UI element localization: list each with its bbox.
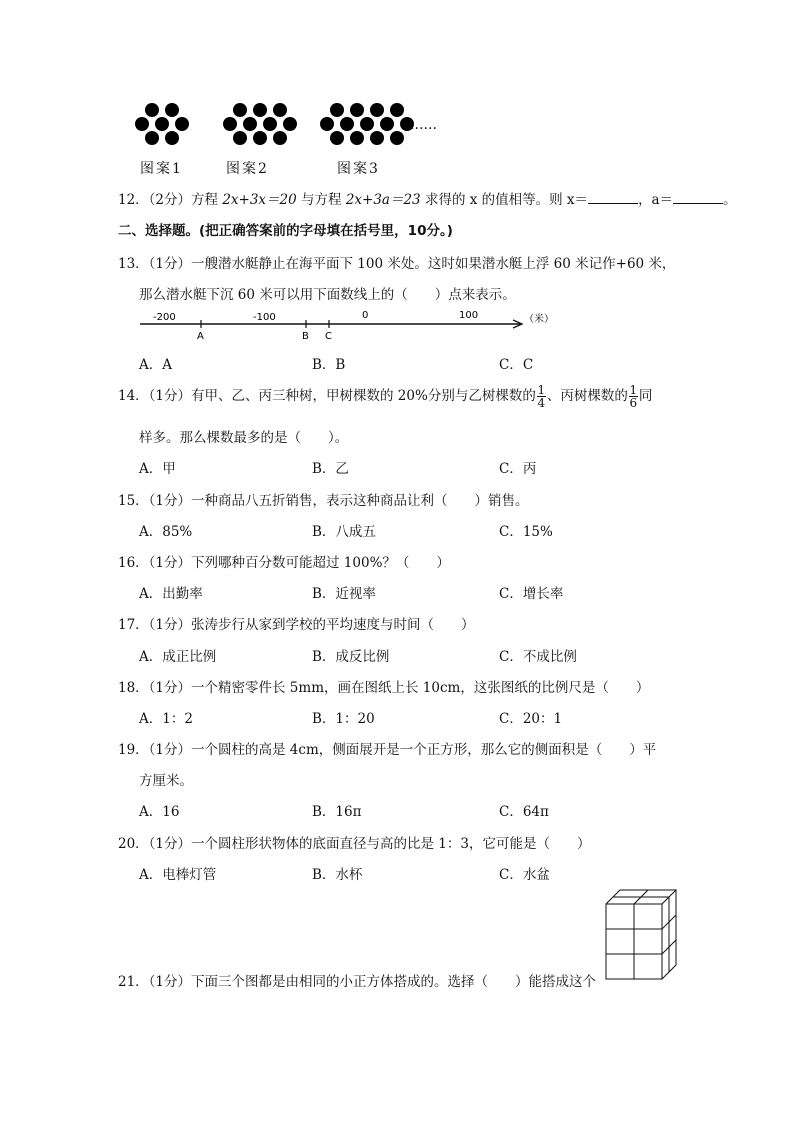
question-16: 16．（1分）下列哪种百分数可能超过 100%？（ ） [118, 555, 450, 571]
q20-option-a[interactable]: A．电棒灯管 [139, 867, 217, 883]
point-label-c: C [325, 331, 332, 342]
q13-option-a[interactable]: A．A [139, 357, 172, 373]
question-21: 21．（1分）下面三个图都是由相同的小正方体搭成的。选择（ ）能搭成这个 [118, 974, 597, 990]
question-19-line2: 方厘米。 [139, 773, 193, 789]
pattern-caption-2: 图案2 [226, 161, 269, 177]
question-19-line1: 19．（1分）一个圆柱的高是 4cm，侧面展开是一个正方形，那么它的侧面积是（ ）平 [118, 742, 657, 758]
q19-option-c[interactable]: C．64π [499, 804, 549, 820]
question-14-line1: 14．（1分）有甲、乙、丙三种树，甲树棵数的 20%分别与乙树棵数的 $\frac{1}{4}$ 、丙树棵数的 $\frac{1}{6}$ 同 [118, 383, 653, 410]
q15-option-b[interactable]: B．八成五 [312, 524, 376, 540]
pattern-1 [145, 103, 195, 145]
fraction-one-quarter: $\frac{1}{4}$ [537, 383, 546, 410]
tick-label-100: 100 [459, 310, 479, 321]
cube-stack-figure [604, 888, 678, 982]
q19-option-a[interactable]: A．16 [139, 804, 180, 820]
q20-option-c[interactable]: C．水盆 [499, 867, 550, 883]
question-13-line1: 13．（1分）一艘潜水艇静止在海平面下 100 米处。这时如果潜水艇上浮 60 米记作+60 米， [118, 256, 676, 272]
question-13-line2: 那么潜水艇下沉 60 米可以用下面数线上的（ ）点来表示。 [139, 287, 516, 303]
question-15: 15．（1分）一种商品八五折销售，表示这种商品让利（ ）销售。 [118, 493, 529, 509]
q17-option-b[interactable]: B．成反比例 [312, 649, 390, 665]
q14-option-c[interactable]: C．丙 [499, 461, 537, 477]
q19-option-b[interactable]: B．16π [312, 804, 362, 820]
section-2-title: 二、选择题。(把正确答案前的字母填在括号里，10分。) [118, 223, 453, 239]
answer-blank-a[interactable] [673, 191, 723, 204]
q20-option-b[interactable]: B．水杯 [312, 867, 363, 883]
question-20: 20．（1分）一个圆柱形状物体的底面直径与高的比是 1：3，它可能是（ ） [118, 836, 591, 852]
question-14-line2: 样多。那么棵数最多的是（ ）。 [139, 430, 349, 446]
q16-option-c[interactable]: C．增长率 [499, 586, 564, 602]
pattern-caption-1: 图案1 [140, 161, 183, 177]
q16-option-a[interactable]: A．出勤率 [139, 586, 203, 602]
q18-option-c[interactable]: C．20：1 [499, 711, 563, 727]
fraction-one-sixth: $\frac{1}{6}$ [629, 383, 638, 410]
q13-option-b[interactable]: B．B [312, 357, 346, 373]
number-line [135, 307, 565, 347]
pattern-3 [330, 103, 420, 145]
answer-blank-x[interactable] [588, 191, 638, 204]
pattern-caption-3: 图案3 [337, 161, 380, 177]
question-18: 18．（1分）一个精密零件长 5mm，画在图纸上长 10cm，这张图纸的比例尺是（ ） [118, 680, 650, 696]
q14-option-b[interactable]: B．乙 [312, 461, 349, 477]
tick-label-minus-100: -100 [253, 312, 276, 323]
q15-option-c[interactable]: C．15% [499, 524, 553, 540]
point-label-a: A [197, 331, 204, 342]
q14-option-a[interactable]: A．甲 [139, 461, 176, 477]
q15-option-a[interactable]: A．85% [139, 524, 193, 540]
q17-option-c[interactable]: C．不成比例 [499, 649, 577, 665]
tick-label-minus-200: -200 [153, 312, 176, 323]
q18-option-a[interactable]: A．1：2 [139, 711, 193, 727]
q17-option-a[interactable]: A．成正比例 [139, 649, 217, 665]
question-12: 12．（2分）方程 2x+3x＝20 与方程 2x+3a＝23 求得的 x 的值相等。则 x＝ ，a＝ 。 [118, 192, 737, 208]
q18-option-b[interactable]: B．1：20 [312, 711, 375, 727]
point-label-b: B [302, 331, 309, 342]
question-17: 17．（1分）张涛步行从家到学校的平均速度与时间（ ） [118, 617, 475, 633]
pattern-2 [233, 103, 303, 145]
q16-option-b[interactable]: B．近视率 [312, 586, 376, 602]
q13-option-c[interactable]: C．C [499, 357, 534, 373]
unit-label: （米） [524, 314, 554, 325]
tick-label-0: 0 [362, 310, 369, 321]
pattern-ellipsis: …… [410, 117, 437, 133]
